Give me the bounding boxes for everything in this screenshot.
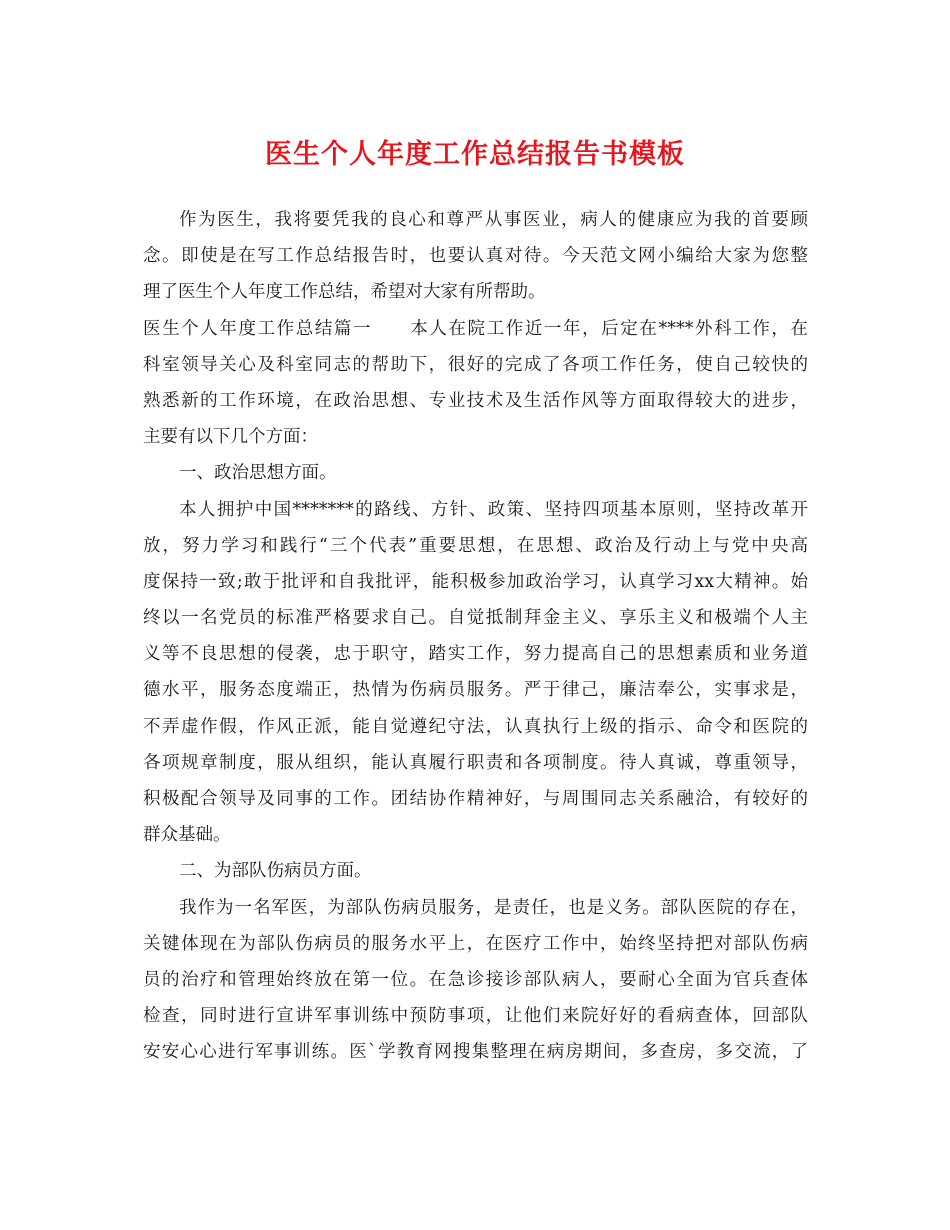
text-line: 德水平，服务态度端正，热情为伤病员服务。严于律己，廉洁奉公，实事求是， [143, 680, 808, 701]
text-line: 熟悉新的工作环境，在政治思想、专业技术及生活作风等方面取得较大的进步， [143, 390, 808, 411]
text-line: 关键体现在为部队伤病员的服务水平上，在医疗工作中，始终坚持把对部队伤病 [143, 933, 808, 954]
text-line: 医生个人年度工作总结篇一 本人在院工作近一年，后定在****外科工作，在 [143, 318, 808, 339]
text-line: 科室领导关心及科室同志的帮助下，很好的完成了各项工作任务，使自己较快的 [143, 354, 808, 375]
text-line: 安安心心进行军事训练。医`学教育网搜集整理在病房期间，多查房，多交流，了 [143, 1042, 808, 1063]
section-heading: 二、为部队伤病员方面。 [179, 861, 372, 882]
text-line: 检查，同时进行宣讲军事训练中预防事项，让他们来院好好的看病查体，回部队 [143, 1006, 808, 1027]
text-line: 不弄虚作假，作风正派，能自觉遵纪守法，认真执行上级的指示、命令和医院的 [143, 716, 808, 737]
text-line: 放，努力学习和践行“三个代表”重要思想，在思想、政治及行动上与党中央高 [143, 535, 808, 556]
text-line: 终以一名党员的标准严格要求自己。自觉抵制拜金主义、享乐主义和极端个人主 [143, 608, 808, 629]
text-line: 员的治疗和管理始终放在第一位。在急诊接诊部队病人，要耐心全面为官兵查体 [143, 969, 808, 990]
text-line: 作为医生，我将要凭我的良心和尊严从事医业，病人的健康应为我的首要顾 [179, 210, 808, 230]
text-line: 理了医生个人年度工作总结，希望对大家有所帮助。 [143, 282, 546, 303]
text-line: 义等不良思想的侵袭，忠于职守，踏实工作，努力提高自己的思想素质和业务道 [143, 644, 808, 665]
text-line: 各项规章制度，服从组织，能认真履行职责和各项制度。待人真诚，尊重领导， [143, 752, 808, 773]
text-line: 群众基础。 [143, 825, 231, 846]
text-line: 念。即使是在写工作总结报告时，也要认真对待。今天范文网小编给大家为您整 [143, 246, 808, 267]
text-line: 我作为一名军医，为部队伤病员服务，是责任，也是义务。部队医院的存在， [179, 897, 808, 918]
text-line: 度保持一致;敢于批评和自我批评，能积极参加政治学习，认真学习xx大精神。始 [143, 571, 808, 592]
document-title: 医生个人年度工作总结报告书模板 [265, 139, 685, 170]
document-body [143, 202, 808, 1071]
text-line: 主要有以下几个方面： [143, 427, 318, 448]
text-line: 本人拥护中国*******的路线、方针、政策、坚持四项基本原则，坚持改革开 [179, 499, 808, 520]
text-line: 积极配合领导及同事的工作。团结协作精神好，与周围同志关系融洽，有较好的 [143, 789, 808, 809]
section-heading: 一、政治思想方面。 [179, 463, 337, 484]
